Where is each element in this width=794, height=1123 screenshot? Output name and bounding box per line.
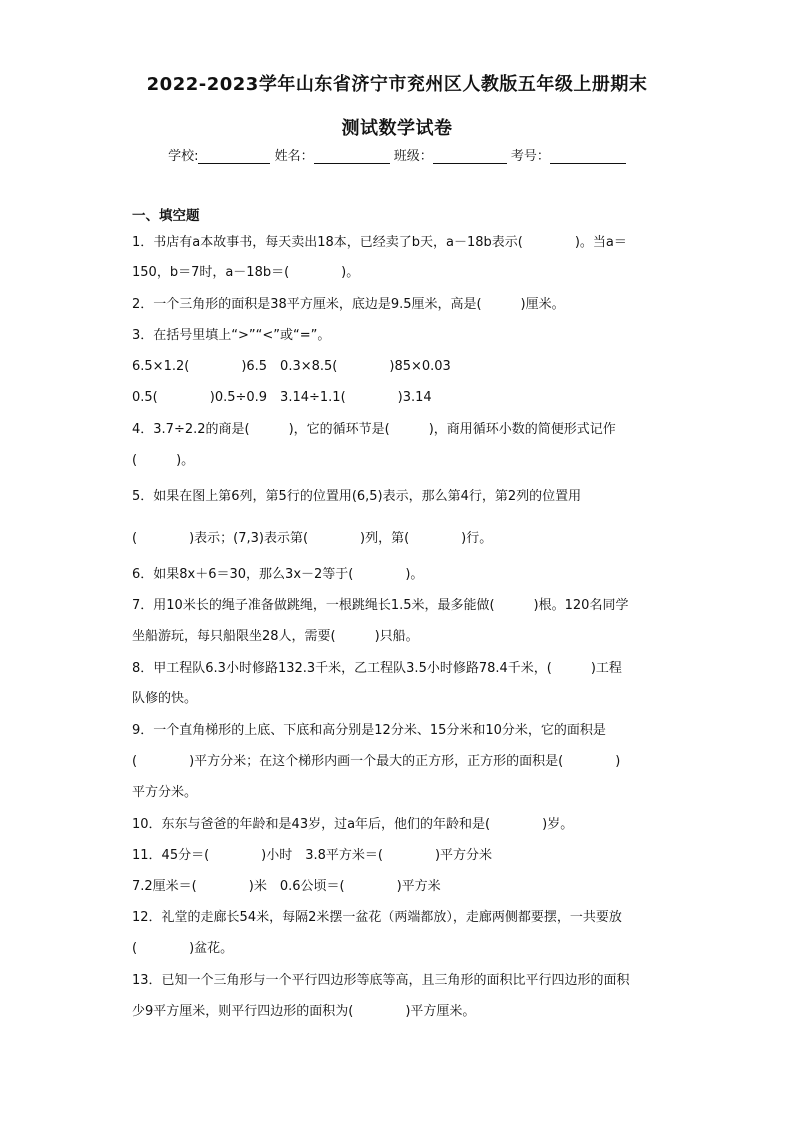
question-line: 4．3.7÷2.2的商是( )，它的循环节是( )，商用循环小数的简便形式记作 — [132, 422, 616, 437]
question-line: 0.5( )0.5÷0.9 3.14÷1.1( )3.14 — [132, 390, 432, 405]
question-line: 7.2厘米＝( )米 0.6公顷＝( )平方米 — [132, 879, 441, 894]
question-line: 1．书店有a本故事书，每天卖出18本，已经卖了b天，a－18b表示( )。当a＝ — [132, 235, 627, 250]
section-title: 一、填空题 — [132, 208, 200, 224]
question-line: 13．已知一个三角形与一个平行四边形等底等高，且三角形的面积比平行四边形的面积 — [132, 973, 630, 988]
name-label: 姓名： — [274, 149, 314, 164]
question-line: 队修的快。 — [132, 691, 198, 706]
question-line: 3．在括号里填上“>”“<”或“=”。 — [132, 328, 331, 343]
question-line: ( )盆花。 — [132, 941, 234, 956]
exam-number-blank — [550, 149, 626, 164]
question-line: 9．一个直角梯形的上底、下底和高分别是12分米、15分米和10分米，它的面积是 — [132, 723, 606, 738]
question-line: 平方分米。 — [132, 785, 198, 800]
student-info-row — [0, 145, 794, 164]
question-line: 7．用10米长的绳子准备做跳绳，一根跳绳长1.5米，最多能做( )根。120名同学 — [132, 598, 629, 613]
question-line: ( )表示；(7,3)表示第( )列，第( )行。 — [132, 531, 493, 546]
class-blank — [433, 149, 507, 164]
question-line: 6.5×1.2( )6.5 0.3×8.5( )85×0.03 — [132, 359, 451, 374]
exam-title-line-2: 测试数学试卷 — [341, 118, 453, 139]
name-blank — [314, 149, 390, 164]
question-line: 2．一个三角形的面积是38平方厘米，底边是9.5厘米，高是( )厘米。 — [132, 297, 565, 312]
question-line: 坐船游玩，每只船限坐28人，需要( )只船。 — [132, 629, 419, 644]
school-blank — [198, 149, 270, 164]
question-line: ( )平方分米；在这个梯形内画一个最大的正方形，正方形的面积是( ) — [132, 754, 621, 769]
question-line: ( )。 — [132, 453, 195, 468]
question-line: 8．甲工程队6.3小时修路132.3千米，乙工程队3.5小时修路78.4千米，( )工程 — [132, 661, 622, 676]
class-label: 班级： — [393, 149, 433, 164]
question-line: 150，b＝7时，a－18b＝( )。 — [132, 265, 360, 280]
exam-number-label: 考号： — [510, 149, 550, 164]
question-line: 5．如果在图上第6列，第5行的位置用(6,5)表示，那么第4行，第2列的位置用 — [132, 489, 582, 504]
question-line: 10．东东与爸爸的年龄和是43岁，过a年后，他们的年龄和是( )岁。 — [132, 817, 574, 832]
question-line: 少9平方厘米，则平行四边形的面积为( )平方厘米。 — [132, 1004, 476, 1019]
exam-title-line-1: 2022-2023学年山东省济宁市兖州区人教版五年级上册期末 — [146, 74, 648, 95]
question-line: 12．礼堂的走廊长54米，每隔2米摆一盆花（两端都放），走廊两侧都要摆，一共要放 — [132, 910, 622, 925]
question-line: 11．45分＝( )小时 3.8平方米＝( )平方分米 — [132, 848, 493, 863]
school-label: 学校: — [168, 149, 199, 164]
question-line: 6．如果8x＋6＝30，那么3x－2等于( )。 — [132, 567, 424, 582]
